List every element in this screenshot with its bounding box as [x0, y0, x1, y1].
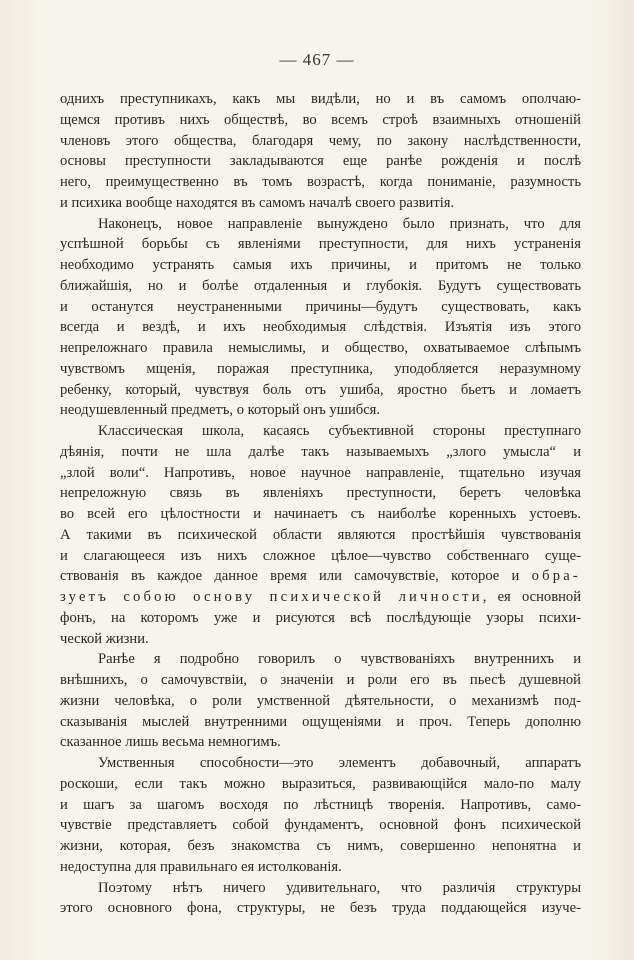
- text-line: Классическая школа, касаясь субъективной стороны преступнаго: [98, 423, 581, 439]
- text-line: „злой воли“. Напротивъ, новое научное направленiе, тщательно изучая: [60, 464, 581, 481]
- text-line: роскоши, если такъ можно выразиться, развивающiйся мало-по малу: [60, 775, 581, 792]
- text-line: непреложную связь въ явленiяхъ преступности, беретъ человѣка: [60, 485, 581, 502]
- text-line: непреложнаго правила немыслимы, и общество, охватываемое слѣпымъ: [60, 340, 581, 356]
- text-line: Ранѣе я подробно говорилъ о чувствованiяхъ внутреннихъ и: [98, 651, 581, 668]
- text-line: неодушевленный предметъ, о который онъ ушибся.: [60, 402, 381, 419]
- text-line: фонъ, на которомъ уже и рисуются всѣ послѣдующiе узоры психи-: [60, 609, 581, 626]
- text-line: внѣшнихъ, о самочувствiи, о значенiи и роли его въ пьесѣ душевной: [60, 672, 581, 688]
- text-line: щемся противъ нихъ обществѣ, во всемъ строѣ взаимныхъ отношенiй: [60, 111, 581, 128]
- text-line: жизни, которая, безъ знакомства съ нимъ, совершенно непонятна и: [60, 838, 581, 854]
- text-line: членовъ этого общества, благодаря чему, по закону наслѣдственности,: [60, 132, 581, 149]
- text-line: основы преступности закладываются еще ранѣе рожденiя и послѣ: [60, 153, 581, 170]
- text-line: недоступна для правильнаго ея истолкованiя.: [60, 858, 342, 875]
- body-text: [60, 89, 581, 919]
- page-number: — 467 —: [279, 50, 355, 69]
- text-line-part: ствованiя въ каждое данное время или самочувствiе, которое и: [60, 568, 532, 585]
- text-line: сказанное лишь весьма немногимъ.: [60, 734, 281, 751]
- text-line: чувствiе представляетъ собой фундаментъ, основной фонъ психической: [60, 817, 581, 834]
- text-line-part: , ея основной: [482, 589, 581, 605]
- text-line: и психика вообще находятся въ самомъ началѣ своего развитiя.: [60, 194, 455, 211]
- text-line: него, преимущественно въ томъ возрастѣ, когда пониманiе, разумность: [60, 174, 581, 190]
- text-line: чувствомъ мщенiя, поражая преступника, уподобляется неразумному: [60, 360, 581, 377]
- text-line: этого основного фона, структуры, не безъ труда поддающейся изуче-: [60, 900, 581, 917]
- emphasized-text: обра-: [531, 568, 581, 585]
- text-line: ближайшiя, но и болѣе отдаленныя и глубокiя. Будутъ существовать: [60, 277, 581, 294]
- text-line: ческой жизни.: [60, 630, 149, 647]
- text-line: Поэтому нѣтъ ничего удивительнаго, что различiя структуры: [98, 879, 581, 896]
- text-line: дѣянiя, почти не шла далѣе такъ называемыхъ „злого умысла“ и: [60, 443, 581, 460]
- text-line: [60, 587, 581, 608]
- text-line: жизни человѣка, о роли умственной дѣятельности, о механизмѣ под-: [60, 692, 581, 709]
- text-line: ребенку, который, чувствуя боль отъ ушиба, яростно бьетъ и ломаетъ: [60, 381, 581, 398]
- text-line: [60, 566, 581, 587]
- text-line: сказыванiя мыслей внутренними ощущенiями и проч. Теперь дополню: [60, 713, 581, 730]
- text-line: во всей его цѣлостности и начинаетъ съ наиболѣе коренныхъ устоевъ.: [60, 506, 581, 522]
- text-line: однихъ преступникахъ, какъ мы видѣли, но и въ самомъ ополчаю-: [60, 91, 581, 107]
- text-line: А такими въ психической области являются простѣйшiя чувствованiя: [60, 526, 581, 543]
- text-line: Умственныя способности—это элементъ добавочный, аппаратъ: [98, 755, 581, 771]
- text-line: и шагъ за шагомъ восходя по лѣстницѣ творенiя. Напротивъ, само-: [60, 796, 581, 813]
- text-line: и слагающееся изъ нихъ сложное цѣлое—чувство собственнаго суще-: [60, 547, 581, 564]
- text-line: и останутся неустраненными причины—будутъ существовать, какъ: [60, 298, 581, 315]
- emphasized-text: зуетъ собою основу психической личности: [60, 589, 483, 605]
- text-line: необходимо устранять самыя ихъ причины, и притомъ не только: [60, 257, 581, 273]
- text-line: всегда и вездѣ, и ихъ необходимыя слѣдствiя. Изъятiя изъ этого: [60, 319, 581, 336]
- text-line: Наконецъ, новое направленiе вынуждено было признать, что для: [98, 215, 581, 232]
- text-line: успѣшной борьбы съ явленiями преступности, для нихъ устраненiя: [60, 236, 581, 253]
